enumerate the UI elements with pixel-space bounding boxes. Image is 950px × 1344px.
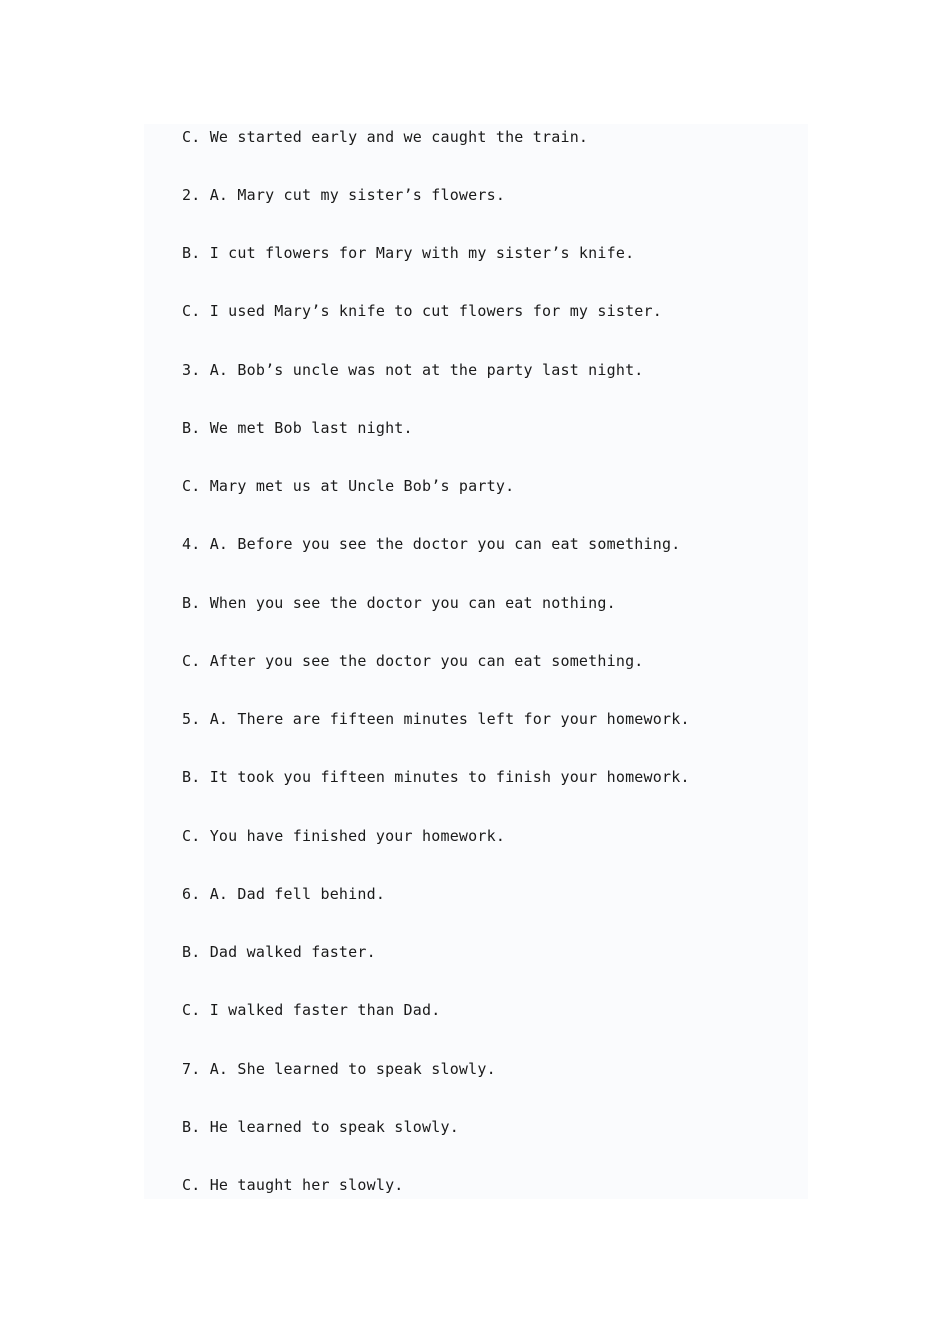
line-q4-option-b: B. When you see the doctor you can eat nothing. <box>182 594 616 612</box>
line-q2-option-b: B. I cut flowers for Mary with my sister’s knife. <box>182 244 635 262</box>
line-q2-option-c: C. I used Mary’s knife to cut flowers for my sister. <box>182 302 662 320</box>
line-q5-option-c: C. You have finished your homework. <box>182 827 506 845</box>
line-q3-option-c: C. Mary met us at Uncle Bob’s party. <box>182 477 515 495</box>
line-q7-option-c: C. He taught her slowly. <box>182 1176 404 1194</box>
line-q6-option-b: B. Dad walked faster. <box>182 943 376 961</box>
line-q7-option-b: B. He learned to speak slowly. <box>182 1118 459 1136</box>
line-q3-option-b: B. We met Bob last night. <box>182 419 413 437</box>
line-q3-option-a: 3. A. Bob’s uncle was not at the party last night. <box>182 361 644 379</box>
line-q6-option-a: 6. A. Dad fell behind. <box>182 885 386 903</box>
line-q7-option-a: 7. A. She learned to speak slowly. <box>182 1060 496 1078</box>
line-q5-option-a: 5. A. There are fifteen minutes left for your homework. <box>182 710 690 728</box>
line-q1-option-c: C. We started early and we caught the train. <box>182 128 589 146</box>
line-q4-option-c: C. After you see the doctor you can eat something. <box>182 652 644 670</box>
line-q5-option-b: B. It took you fifteen minutes to finish your homework. <box>182 768 690 786</box>
line-q4-option-a: 4. A. Before you see the doctor you can eat something. <box>182 535 681 553</box>
line-q2-option-a: 2. A. Mary cut my sister’s flowers. <box>182 186 506 204</box>
line-q6-option-c: C. I walked faster than Dad. <box>182 1001 441 1019</box>
